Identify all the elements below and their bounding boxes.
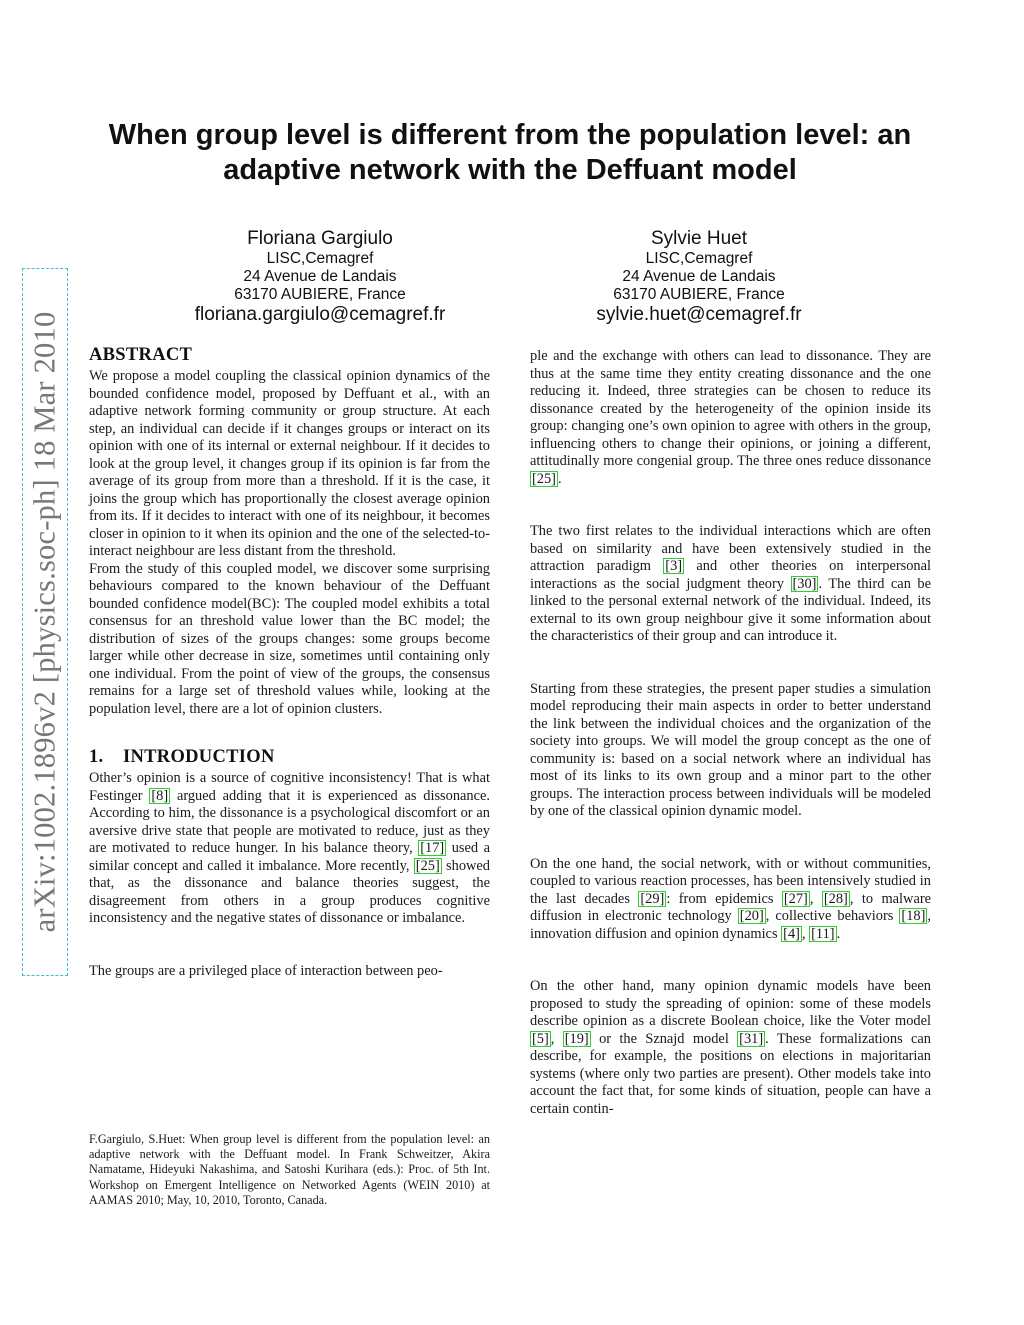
citation-link[interactable]: [8] (151, 787, 169, 804)
citation-link[interactable]: [4] (783, 925, 800, 942)
citation-link[interactable]: [25] (415, 857, 440, 874)
citation-link[interactable]: [25] (532, 470, 556, 487)
text-run: . These formalizations can describe, for example, the positions on elections in majoritarian systems (where only two parties are present). Other models take into account the fact that, for some kinds of situation, people can have a certain contin- (530, 1030, 931, 1117)
citation-link[interactable]: [11] (811, 925, 835, 942)
citation-link[interactable]: [31] (739, 1030, 764, 1047)
text-run: . The third can be linked to the personal external network of the individual. Indeed, its external to its own group neighbour give it some information about the characteristics of their group and can introduce it. (530, 575, 931, 644)
text-run: and other theories on interpersonal interactions as the social judgment theory (530, 558, 931, 592)
arxiv-identifier: arXiv:1002.1896v2 [physics.soc-ph] 18 Mar 2010 (27, 311, 62, 933)
section-title: INTRODUCTION (123, 747, 275, 767)
title-line-2: adaptive network with the Deffuant model (223, 154, 797, 186)
abstract-paragraph-1: We propose a model coupling the classical opinion dynamics of the bounded confidence model, proposed by Deffuant et al., with an adaptive network forming community or group structure. At each step, an individual can decide if it changes groups or interact on its opinion with one of its internal or external neighbour. If it decides to look at the group level, it changes group if its opinion is far from the average of its group from more than a threshold. If it is the case, it joins the group which has proportionally the closest average opinion from its. If it decides to interact with one of its neighbour, it becomes closer in opinion to it when its opinion and the one of the selected-to-interact neighbour are less distant from the threshold. (89, 368, 490, 559)
introduction-heading (89, 746, 490, 768)
right-column (530, 348, 931, 1118)
author-name: Floriana Gargiulo (247, 228, 393, 249)
intro-paragraph-1 (89, 770, 490, 928)
text-run: On the other hand, many opinion dynamic models have been proposed to study the spreading of opinion: some of these models describe opinion as a discrete Boolean choice, like the Voter model (530, 978, 931, 1029)
text-run: , (801, 925, 810, 942)
text-run: ple and the exchange with others can lead to dissonance. They are thus at the same time they entity creating dissonance and the one reducing it. Indeed, three strategies can be chosen to reduce its dissonance created by the heterogeneity of the opinion inside its group: changing one’s own opinion to agree with others in the group, influencing others to change their opinions, or joining a different, attitudinally more congenial group. The three ones reduce dissonance (530, 348, 931, 469)
right-paragraph-5 (530, 978, 931, 1118)
paper-title (88, 118, 932, 188)
author-street: 24 Avenue de Landais (243, 268, 397, 285)
author-email: floriana.gargiulo@cemagref.fr (194, 304, 446, 325)
abstract-heading: ABSTRACT (89, 345, 193, 365)
text-run: , collective behaviors (765, 908, 900, 924)
text-run: used a similar concept and called it imbalance. More recently, (89, 840, 490, 874)
text-run: . (836, 925, 841, 942)
right-paragraph-4 (530, 856, 931, 944)
citation-link[interactable]: [28] (823, 890, 848, 907)
right-paragraph-2 (530, 523, 931, 646)
right-paragraph-3: Starting from these strategies, the present paper studies a simulation model reproducing their main aspects in order to better understand the link between the individual choices and the organization of the society into groups. We will model the group concept as the one of community is: based on a social network where an individual has most of its links to its own group and a minor part to the other groups. The interaction process between individuals will be modeled by one of the classical opinion dynamic model. (530, 680, 931, 819)
author-block-2 (529, 228, 869, 326)
citation-link[interactable]: [3] (665, 558, 683, 574)
author-street: 24 Avenue de Landais (622, 268, 776, 285)
text-run: Other’s opinion is a source of cognitive inconsistency! That is what Festinger (89, 770, 490, 804)
left-column (89, 344, 490, 980)
abstract-paragraph-2: From the study of this coupled model, we discover some surprising behaviours compared to the known behaviour of the Deffuant bounded confidence model(BC): The coupled model exhibits a total consensus for an threshold value lower than the BC model; the distribution of sizes of the groups changes: some groups become larger while other decrease in size, sometimes until containing only one individual. From the point of view of the groups, the consensus remains for a large set of threshold values while, looking at the population level, there are a lot of opinion clusters. (89, 560, 490, 717)
arxiv-stamp (22, 268, 68, 976)
right-paragraph-1 (530, 348, 931, 488)
citation-link[interactable]: [20] (739, 908, 764, 924)
author-block-1 (150, 228, 490, 326)
text-run: argued adding that it is experienced as dissonance. According to him, the dissonance is a psychological discomfort or an aversive drive state that people are motivated to reduce, just as they are motivated to reduce hunger. In his balance theory, (89, 787, 491, 856)
author-email: sylvie.huet@cemagref.fr (596, 304, 802, 325)
text-run: , innovation diffusion and opinion dynamics (530, 908, 931, 942)
citation-link[interactable]: [17] (420, 840, 445, 856)
text-run: On the one hand, the social network, with or without communities, coupled to various reaction processes, has been intensively studied in the last decades (530, 855, 931, 907)
citation-link[interactable]: [27] (783, 890, 808, 907)
author-affiliation: LISC,Cemagref (266, 250, 374, 267)
citation-link[interactable]: [18] (901, 908, 926, 924)
title-line-1: When group level is different from the population level: an (108, 119, 912, 151)
text-run: . (557, 470, 562, 487)
text-run: : from epidemics (666, 890, 782, 907)
author-affiliation: LISC,Cemagref (645, 250, 753, 267)
section-number: 1. (89, 747, 104, 767)
citation-link[interactable]: [19] (564, 1030, 589, 1047)
text-run: showed that, as the dissonance and balance theories suggest, the disagreement from others in a group produces cognitive inconsistency and the negative states of dissonance or imbalance. (89, 857, 490, 926)
text-run: , (550, 1030, 563, 1047)
text-run: , to malware diffusion in electronic technology (530, 890, 932, 924)
text-run: , (809, 890, 822, 907)
author-city: 63170 AUBIERE, France (234, 286, 406, 303)
footnote: F.Gargiulo, S.Huet: When group level is different from the population level: an adaptive network with the Deffuant model. In Frank Schweitzer, Akira Namatame, Hideyuki Nakashima, and Satoshi Kurihara (eds.): Proc. of 5th Int. Workshop on Emergent Intelligence on Networked Agents (WEIN 2010) at AAMAS 2010; May, 10, 2010, Toronto, Canada. (89, 1132, 490, 1207)
citation-link[interactable]: [30] (792, 575, 817, 592)
citation-link[interactable]: [29] (640, 890, 665, 907)
text-run: The two first relates to the individual interactions which are often based on similarity and have been extensively studied in the attraction paradigm (530, 523, 931, 574)
citation-link[interactable]: [5] (532, 1030, 549, 1047)
author-city: 63170 AUBIERE, France (613, 286, 785, 303)
text-run: or the Sznajd model (590, 1030, 738, 1047)
author-name: Sylvie Huet (650, 228, 748, 249)
intro-paragraph-2: The groups are a privileged place of interaction between peo- (89, 962, 443, 979)
